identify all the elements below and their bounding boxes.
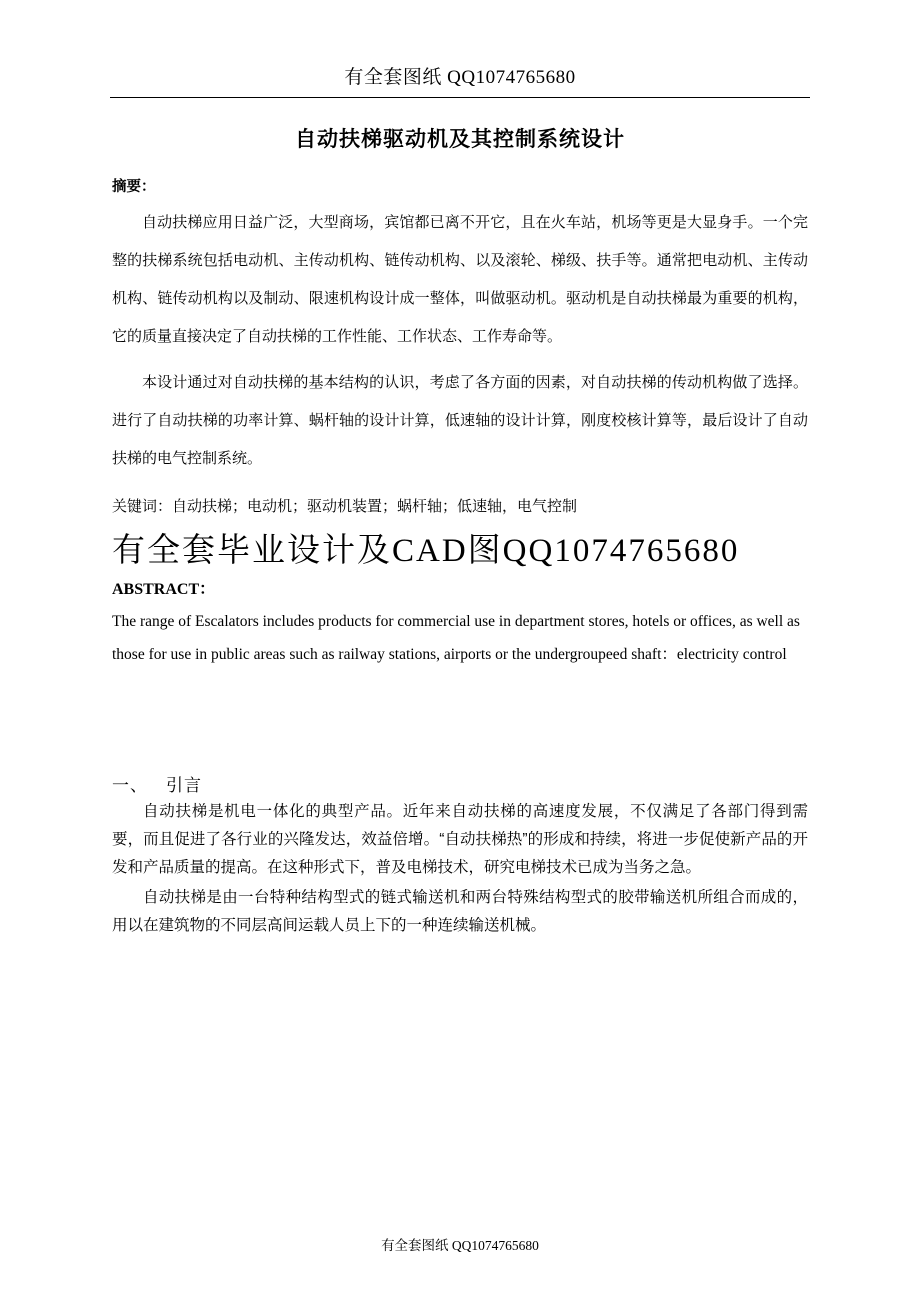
- page-footer: 有全套图纸 QQ1074765680: [381, 1238, 539, 1253]
- abstract-cn-paragraph-1: 自动扶梯应用日益广泛，大型商场，宾馆都已离不开它，且在火车站，机场等更是大显身手。一个完整的扶梯系统包括电动机、主传动机构、链传动机构、以及滚轮、梯级、扶手等。通常把电动机、主传动机构、链传动机构以及制动、限速机构设计成一整体，叫做驱动机。驱动机是自动扶梯最为重要的机构，它的质量直接决定了自动扶梯的工作性能、工作状态、工作寿命等。: [112, 214, 808, 345]
- header-divider: [110, 97, 810, 98]
- section-paragraph-1: 自动扶梯是机电一体化的典型产品。近年来自动扶梯的高速度发展，不仅满足了各部门得到需要，而且促进了各行业的兴隆发达，效益倍增。“自动扶梯热”的形成和持续，将进一步促使新产品的开发和产品质量的提高。在这种形式下，普及电梯技术，研究电梯技术已成为当务之急。: [112, 803, 808, 876]
- keywords-cn: 关键词：自动扶梯；电动机；驱动机装置；蜗杆轴；低速轴，电气控制: [112, 498, 578, 515]
- section-paragraph-2: 自动扶梯是由一台特种结构型式的链式输送机和两台特殊结构型式的胶带输送机所组合而成的，用以在建筑物的不同层高间运载人员上下的一种连续输送机械。: [112, 889, 808, 934]
- document-body: [112, 175, 808, 940]
- abstract-en-label: ABSTRACT：: [112, 581, 216, 598]
- section-heading: [112, 771, 808, 796]
- abstract-cn-paragraph-2: 本设计通过对自动扶梯的基本结构的认识，考虑了各方面的因素，对自动扶梯的传动机构做了选择。进行了自动扶梯的功率计算、蜗杆轴的设计计算，低速轴的设计计算，刚度校核计算等，最后设计了自动扶梯的电气控制系统。: [112, 374, 808, 467]
- page-header: [0, 0, 920, 98]
- header-note: 有全套图纸 QQ1074765680: [344, 67, 576, 88]
- abstract-cn-label: 摘要：: [112, 179, 156, 195]
- page-title: 自动扶梯驱动机及其控制系统设计: [295, 128, 625, 151]
- abstract-en-paragraph-1: The range of Escalators includes products for commercial use in department stores, hotels or offices, as well as those for use in public areas such as railway stations, airports or the undergroupeed shaft：electricity control: [112, 613, 800, 663]
- watermark-banner: 有全套毕业设计及CAD图QQ1074765680: [112, 533, 740, 569]
- section-number: 一、: [112, 776, 148, 795]
- section-title: 引言: [166, 776, 202, 795]
